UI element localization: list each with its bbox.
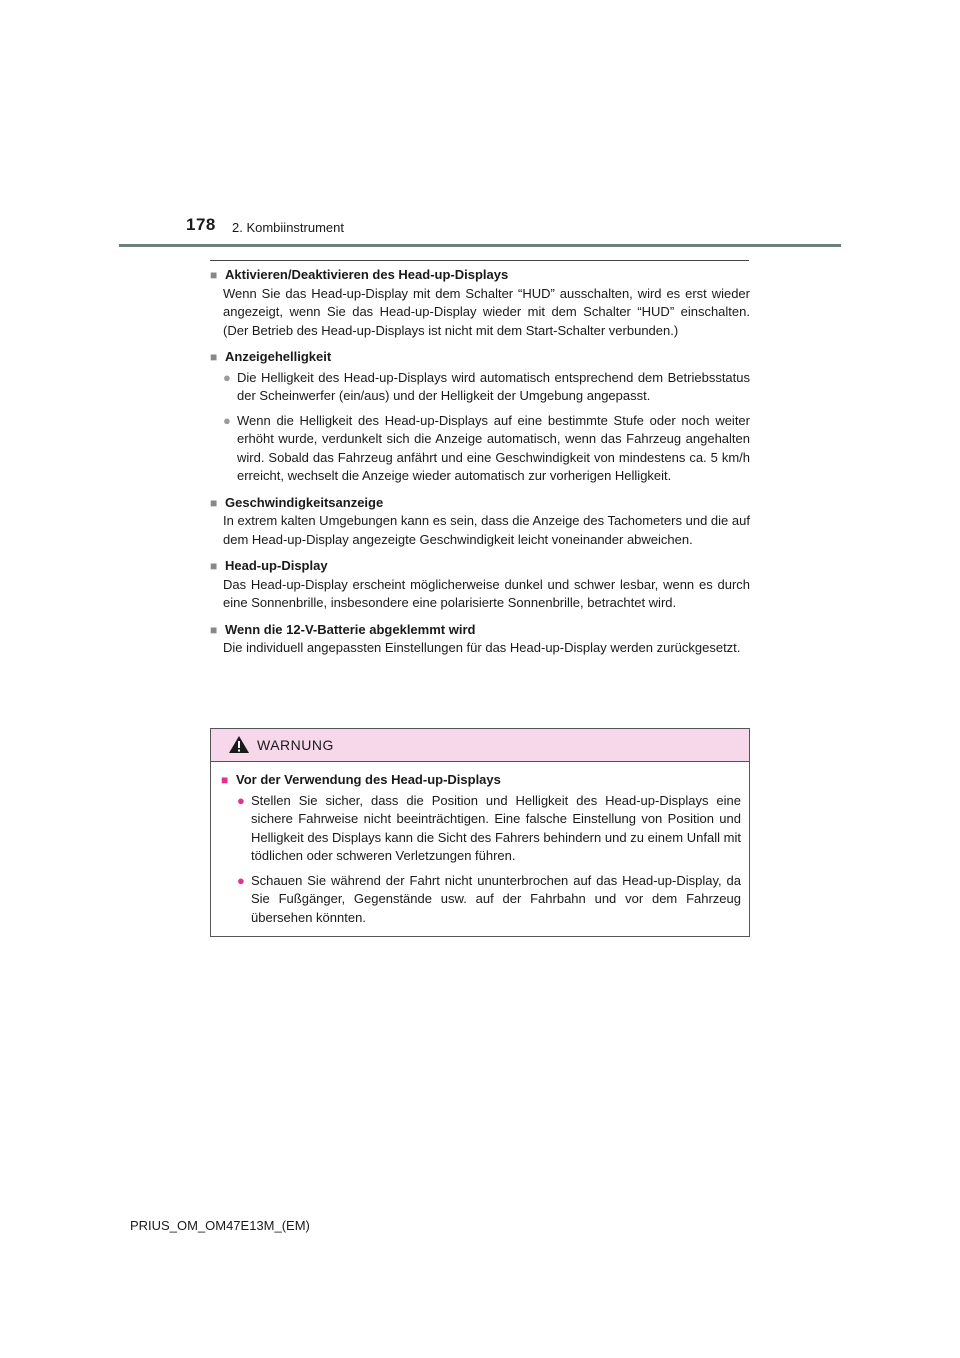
square-bullet-icon: ■: [210, 622, 218, 637]
section-text: In extrem kalten Umgebungen kann es sein, dass die Anzeige des Tachometers und die auf dem Head-up-Display angezeigte Geschwindigkeit leicht voneinander abweichen.: [223, 513, 750, 547]
warning-title: Vor der Verwendung des Head-up-Displays: [236, 772, 501, 787]
section-battery: [210, 621, 750, 658]
list-item: ● Schauen Sie während der Fahrt nicht ununterbrochen auf das Head-up-Display, da Sie Fußgänger, Gegenstände usw. auf der Fahrbahn und vor dem Fahrzeug übersehen könnten.: [237, 872, 741, 928]
square-bullet-icon: ■: [210, 495, 218, 510]
square-bullet-icon: ■: [210, 268, 218, 282]
list-item: ● Stellen Sie sicher, dass die Position und Helligkeit des Head-up-Displays eine sichere Fahrweise nicht beeinträchtigen. Eine falsche Einstellung von Position und Helligkeit des Displays kann die Sicht des Fahrers behindern und zu einem Unfall mit tödlichen oder schweren Verletzungen führen.: [237, 792, 741, 866]
section-text: Wenn Sie das Head-up-Display mit dem Schalter “HUD” ausschalten, wird es erst wieder angezeigt, wenn Sie das Head-up-Display wieder mit dem Schalter “HUD” einschalten. (Der Betrieb des Head-up-Displays ist nicht mit dem Start-Schalter verbunden.): [223, 285, 750, 338]
section-title: Aktivieren/Deaktivieren des Head-up-Displays: [225, 267, 509, 282]
section-title: Anzeigehelligkeit: [225, 349, 332, 364]
warning-body: [211, 762, 749, 927]
section-rule: [210, 260, 749, 261]
warning-header: [211, 729, 749, 762]
document-code: PRIUS_OM_OM47E13M_(EM): [130, 1218, 310, 1233]
circle-bullet-icon: ●: [223, 412, 231, 428]
list-item: ● Die Helligkeit des Head-up-Displays wird automatisch entsprechend dem Betriebsstatus der Scheinwerfer (ein/aus) und der Helligkeit der Umgebung angepasst.: [223, 369, 750, 406]
circle-bullet-icon: ●: [223, 369, 231, 385]
section-speed-display: [210, 494, 750, 550]
square-bullet-icon: ■: [210, 350, 218, 364]
section-activation: [210, 266, 750, 340]
warning-label: WARNUNG: [257, 737, 334, 753]
section-hud: [210, 557, 750, 613]
circle-bullet-icon: ●: [237, 792, 245, 808]
section-brightness: [210, 348, 750, 486]
section-title: Geschwindigkeitsanzeige: [225, 494, 384, 510]
square-bullet-icon: ■: [210, 559, 218, 573]
section-text: Das Head-up-Display erscheint möglicherweise dunkel und schwer lesbar, wenn es durch eine Sonnenbrille, insbesondere eine polarisierte Sonnenbrille, betrachtet wird.: [223, 576, 750, 610]
main-content: [210, 266, 750, 666]
section-title: Wenn die 12-V-Batterie abgeklemmt wird: [225, 621, 476, 637]
circle-bullet-icon: ●: [237, 872, 245, 888]
page-number: 178: [186, 215, 216, 234]
square-bullet-icon: ■: [221, 773, 229, 787]
chapter-title: 2. Kombiinstrument: [232, 220, 344, 235]
warning-triangle-icon: [228, 735, 250, 754]
header-rule: [119, 244, 841, 247]
list-item: ● Wenn die Helligkeit des Head-up-Displays auf eine bestimmte Stufe oder noch weiter erhöht wurde, verdunkelt sich die Anzeige automatisch, wenn das Fahrzeug angehalten wird. Sobald das Fahrzeug anfährt und eine Geschwindigkeit von mindestens ca. 5 km/h erreicht, wechselt die Anzeige wieder automatisch zur vorherigen Helligkeit.: [223, 412, 750, 486]
warning-box: [210, 728, 750, 937]
section-title: Head-up-Display: [225, 558, 328, 573]
section-text: Die individuell angepassten Einstellungen für das Head-up-Display werden zurückgesetzt.: [223, 640, 741, 655]
